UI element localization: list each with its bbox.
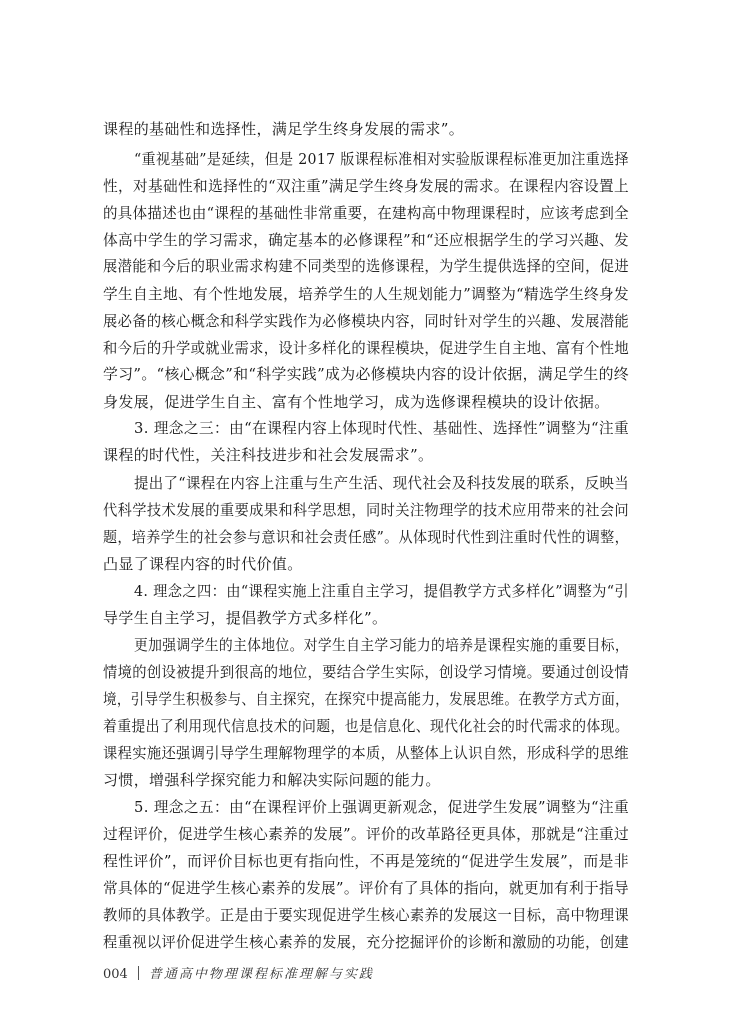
paragraph-first-line: 3. 理念之三：由“在课程内容上体现时代性、基础性、选择性”调整为“注重: [134, 419, 630, 437]
text-line: 习惯，增强科学探究能力和解决实际问题的能力。: [103, 771, 441, 789]
paragraph-first-line: “重视基础”是延续，但是 2017 版课程标准相对实验版课程标准更加注重选择: [134, 150, 629, 168]
text-line: 代科学技术发展的重要成果和科学思想，同时关注物理学的技术应用带来的社会问: [103, 501, 629, 519]
text-line: 导学生自主学习，提倡教学方式多样化”。: [103, 609, 388, 627]
text-line: 课程的时代性，关注科技进步和社会发展需求”。: [103, 446, 434, 464]
text-line: 课程的基础性和选择性，满足学生终身发展的需求”。: [103, 120, 465, 138]
text-line: 的具体描述也由“课程的基础性非常重要，在建构高中物理课程时，应该考虑到全: [103, 204, 629, 222]
paragraph-first-line: 4. 理念之四：由“课程实施上注重自主学习，提倡教学方式多样化”调整为“引: [134, 582, 629, 600]
text-line: 教师的具体教学。正是由于要实现促进学生核心素养的发展这一目标，高中物理课: [103, 906, 629, 924]
paragraph-first-line: 更加强调学生的主体地位。对学生自主学习能力的培养是课程实施的重要目标，: [134, 636, 629, 654]
text-line: 学生自主地、有个性地发展，培养学生的人生规划能力”调整为“精选学生终身发: [103, 285, 630, 303]
running-title: 普通高中物理课程标准理解与实践: [148, 967, 374, 982]
text-line: 学习”。“核心概念”和“科学实践”成为必修模块内容的设计依据，满足学生的终: [103, 365, 629, 383]
text-line: 性，对基础性和选择性的“双注重”满足学生终身发展的需求。在课程内容设置上: [103, 177, 630, 195]
text-line: 程性评价”，而评价目标也更有指向性，不再是笼统的“促进学生发展”，而是非: [103, 852, 629, 870]
text-line: 身发展，促进学生自主、富有个性地学习，成为选修课程模块的设计依据。: [103, 393, 610, 411]
text-line: 展潜能和今后的职业需求构建不同类型的选修课程，为学生提供选择的空间，促进: [103, 257, 629, 275]
text-line: 常具体的“促进学生核心素养的发展”。评价有了具体的指向，就更加有利于指导: [103, 879, 630, 897]
page-number: 004: [103, 967, 128, 982]
text-line: 题，培养学生的社会参与意识和社会责任感”。从体现时代性到注重时代性的调整，: [103, 528, 629, 546]
paragraph-first-line: 提出了“课程在内容上注重与生产生活、现代社会及科技发展的联系，反映当: [134, 474, 630, 492]
footer-divider: [138, 966, 139, 980]
text-line: 过程评价，促进学生核心素养的发展”。评价的改革路径更具体，那就是“注重过: [103, 825, 630, 843]
text-line: 课程实施还强调引导学生理解物理学的本质，从整体上认识自然，形成科学的思维: [103, 744, 629, 762]
text-line: 展必备的核心概念和科学实践作为必修模块内容，同时针对学生的兴趣、发展潜能: [103, 312, 629, 330]
text-line: 境，引导学生积极参与、自主探究，在探究中提高能力，发展思维。在教学方式方面，: [103, 690, 629, 708]
text-line: 和今后的升学或就业需求，设计多样化的课程模块，促进学生自主地、富有个性地: [103, 339, 629, 357]
page-footer: [103, 963, 374, 982]
text-line: 程重视以评价促进学生核心素养的发展，充分挖掘评价的诊断和激励的功能，创建: [103, 933, 629, 951]
text-line: 凸显了课程内容的时代价值。: [103, 555, 303, 573]
text-line: 情境的创设被提升到很高的地位，要结合学生实际，创设学习情境。要通过创设情: [103, 663, 629, 681]
paragraph-first-line: 5. 理念之五：由“在课程评价上强调更新观念，促进学生发展”调整为“注重: [134, 798, 630, 816]
text-line: 着重提出了利用现代信息技术的问题，也是信息化、现代化社会的时代需求的体现。: [103, 717, 629, 735]
text-line: 体高中学生的学习需求，确定基本的必修课程”和“还应根据学生的学习兴趣、发: [103, 231, 630, 249]
